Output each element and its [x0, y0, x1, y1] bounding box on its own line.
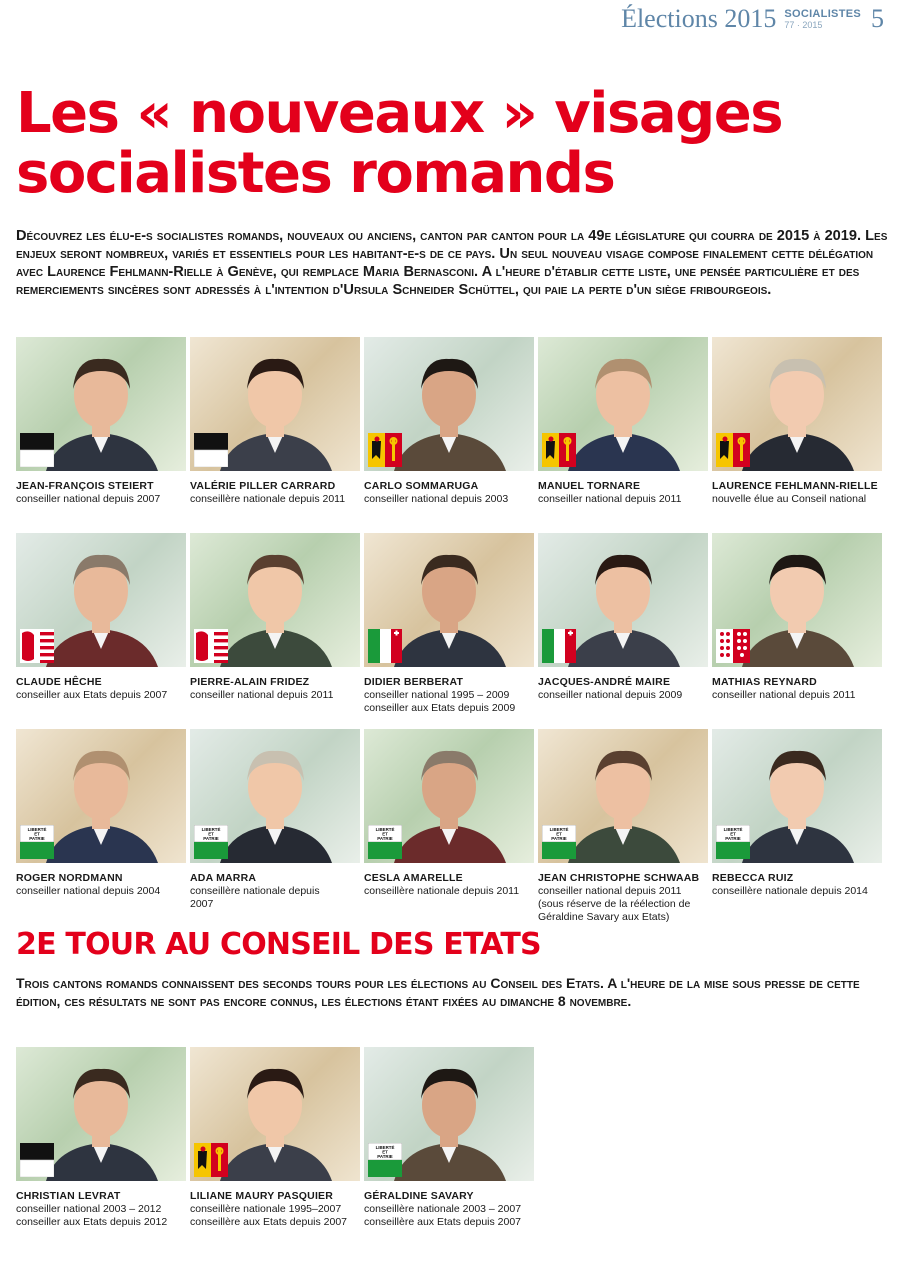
person-card: [190, 729, 360, 925]
person-name: REBECCA RUIZ: [712, 872, 794, 884]
person-role: conseillère nationale depuis: [190, 885, 320, 897]
person-card: [190, 337, 360, 533]
candidates-grid: [16, 1047, 534, 1243]
person-role: conseiller national depuis 2011: [538, 493, 682, 505]
person-role: conseillère nationale depuis 2011: [364, 885, 520, 897]
fribourg-flag: [20, 433, 54, 467]
portrait-photo: [16, 1047, 186, 1181]
person-role: conseillère nationale 2003 – 2007: [364, 1203, 522, 1215]
page-number: 5: [871, 4, 884, 33]
valais-flag: [716, 629, 750, 663]
svg-text:PATRIE: PATRIE: [377, 1154, 393, 1160]
person-card: [190, 1047, 360, 1243]
jura-flag: [194, 629, 228, 663]
jura-flag: [20, 629, 54, 663]
portrait-photo: [538, 729, 708, 863]
person-name: CLAUDE HÊCHE: [16, 676, 102, 688]
person-role: conseillère aux Etats depuis 2007: [190, 1216, 348, 1228]
person-role: conseillère aux Etats depuis 2007: [364, 1216, 522, 1228]
person-role: 2007: [190, 898, 214, 910]
person-role: conseiller national depuis 2004: [16, 885, 161, 897]
portrait-photo: [712, 533, 882, 667]
portrait-photo: [190, 1047, 360, 1181]
person-role: conseiller national depuis 2007: [16, 493, 161, 505]
svg-text:ET: ET: [208, 831, 214, 837]
person-name: DIDIER BERBERAT: [364, 676, 464, 688]
vaud-flag: [368, 825, 402, 859]
person-role: conseiller national 2003 – 2012: [16, 1203, 162, 1215]
portrait-photo: [364, 1047, 534, 1181]
svg-text:ET: ET: [382, 831, 388, 837]
person-name: ADA MARRA: [190, 872, 257, 884]
person-card: [190, 533, 360, 729]
portrait-photo: [364, 533, 534, 667]
person-name: MANUEL TORNARE: [538, 480, 641, 492]
person-name: CHRISTIAN LEVRAT: [16, 1190, 121, 1202]
portrait-photo: [16, 337, 186, 471]
person-card: [364, 533, 534, 729]
person-role: conseillère nationale depuis 2011: [190, 493, 346, 505]
person-name: ROGER NORDMANN: [16, 872, 123, 884]
person-role: conseiller aux Etats depuis 2012: [16, 1216, 168, 1228]
person-card: [16, 337, 186, 533]
svg-text:LIBERTÉ: LIBERTÉ: [27, 827, 47, 832]
svg-text:PATRIE: PATRIE: [551, 836, 567, 842]
neuchatel-flag: [542, 629, 576, 663]
geneva-flag: [368, 433, 402, 467]
svg-text:PATRIE: PATRIE: [29, 836, 45, 842]
svg-text:LIBERTÉ: LIBERTÉ: [549, 827, 569, 832]
title-line-1: Les « nouveaux » visages: [16, 81, 783, 146]
vaud-flag: [542, 825, 576, 859]
person-role: conseiller aux Etats depuis 2007: [16, 689, 168, 701]
portrait-row: [16, 729, 884, 925]
intro-paragraph: Découvrez les élu-e-s socialistes romands, nouveaux ou anciens, canton par canton pour la 49e législature qui courra de 2015 à 2019. Les enjeux seront nombreux, variés et essentiels pour les habitant-e-s de ce pays. Un seul nouveau visage compose finalement cette délégation avec Laurence Fehlmann-Rielle à Genève, qui remplace Maria Bernasconi. A l'heure d'établir cette liste, une pensée particulière et des remerciements sincères sont adressés à l'intention d'Ursula Schneider Schüttel, qui paie la perte d'un siège fribourgeois.: [16, 228, 888, 298]
person-card: [364, 729, 534, 925]
person-name: CARLO SOMMARUGA: [364, 480, 479, 492]
portrait-photo: [712, 337, 882, 471]
person-name: CESLA AMARELLE: [364, 872, 463, 884]
svg-text:LIBERTÉ: LIBERTÉ: [201, 827, 221, 832]
svg-text:LIBERTÉ: LIBERTÉ: [375, 827, 395, 832]
person-role: conseiller national 1995 – 2009: [364, 689, 510, 701]
person-card: [538, 533, 708, 729]
second-round-intro: Trois cantons romands connaissent des seconds tours pour les élections au Conseil des Etats. A l'heure de la mise sous presse de cette édition, ces résultats ne sont pas encore connus, les élections étant fixées au dimanche 8 novembre.: [16, 975, 860, 1009]
person-role: conseillère nationale 1995–2007: [190, 1203, 342, 1215]
geneva-flag: [716, 433, 750, 467]
second-round-title: 2E TOUR AU CONSEIL DES ETATS: [16, 927, 541, 962]
svg-text:ET: ET: [382, 1149, 388, 1155]
person-card: [712, 729, 882, 925]
person-role: Géraldine Savary aux Etats): [538, 911, 670, 923]
vaud-flag: [716, 825, 750, 859]
portrait-row: [16, 337, 884, 533]
header-issue: 77 · 2015: [784, 19, 823, 30]
person-name: MATHIAS REYNARD: [712, 676, 817, 688]
svg-text:ET: ET: [34, 831, 40, 837]
person-name: JACQUES-ANDRÉ MAIRE: [538, 676, 671, 688]
person-role: nouvelle élue au Conseil national: [712, 493, 867, 505]
person-role: conseiller aux Etats depuis 2009: [364, 702, 516, 714]
page-header: [621, 4, 884, 34]
person-role: conseiller national depuis 2003: [364, 493, 509, 505]
person-card: [364, 337, 534, 533]
neuchatel-flag: [368, 629, 402, 663]
person-role: (sous réserve de la réélection de: [538, 898, 691, 910]
portrait-photo: [190, 533, 360, 667]
person-role: conseiller national depuis 2009: [538, 689, 683, 701]
header-brand: [784, 9, 861, 30]
portrait-row: [16, 1047, 534, 1243]
person-name: JEAN-FRANÇOIS STEIERT: [16, 480, 154, 492]
portrait-photo: [16, 533, 186, 667]
person-name: LILIANE MAURY PASQUIER: [190, 1190, 334, 1202]
person-card: [16, 533, 186, 729]
person-role: conseillère nationale depuis 2014: [712, 885, 868, 897]
portrait-row: [16, 533, 884, 729]
portrait-photo: [364, 729, 534, 863]
svg-text:LIBERTÉ: LIBERTÉ: [375, 1145, 395, 1150]
page-title: [16, 81, 783, 206]
person-card: [712, 533, 882, 729]
person-name: LAURENCE FEHLMANN-RIELLE: [712, 480, 878, 492]
person-card: [538, 337, 708, 533]
svg-text:LIBERTÉ: LIBERTÉ: [723, 827, 743, 832]
elected-grid: [16, 337, 884, 925]
header-brand-name: SOCIALISTES: [784, 7, 861, 20]
svg-text:PATRIE: PATRIE: [377, 836, 393, 842]
portrait-photo: [364, 337, 534, 471]
geneva-flag: [194, 1143, 228, 1177]
svg-text:PATRIE: PATRIE: [725, 836, 741, 842]
portrait-photo: [538, 533, 708, 667]
person-card: [16, 729, 186, 925]
portrait-photo: [16, 729, 186, 863]
person-name: PIERRE-ALAIN FRIDEZ: [190, 676, 310, 688]
header-title: Élections 2015: [621, 4, 777, 33]
person-role: conseiller national depuis 2011: [190, 689, 334, 701]
person-role: conseiller national depuis 2011: [712, 689, 856, 701]
portrait-photo: [190, 729, 360, 863]
portrait-photo: [538, 337, 708, 471]
svg-text:ET: ET: [556, 831, 562, 837]
fribourg-flag: [20, 1143, 54, 1177]
person-card: [364, 1047, 534, 1243]
vaud-flag: [20, 825, 54, 859]
person-card: [538, 729, 708, 925]
person-name: VALÉRIE PILLER CARRARD: [190, 480, 336, 492]
vaud-flag: [194, 825, 228, 859]
geneva-flag: [542, 433, 576, 467]
svg-text:PATRIE: PATRIE: [203, 836, 219, 842]
person-name: JEAN CHRISTOPHE SCHWAAB: [538, 872, 700, 884]
vaud-flag: [368, 1143, 402, 1177]
portrait-photo: [190, 337, 360, 471]
person-card: [712, 337, 882, 533]
person-card: [16, 1047, 186, 1243]
portrait-photo: [712, 729, 882, 863]
person-name: GÉRALDINE SAVARY: [364, 1190, 474, 1202]
fribourg-flag: [194, 433, 228, 467]
svg-text:ET: ET: [730, 831, 736, 837]
title-line-2: socialistes romands: [16, 141, 615, 206]
person-role: conseiller national depuis 2011: [538, 885, 682, 897]
